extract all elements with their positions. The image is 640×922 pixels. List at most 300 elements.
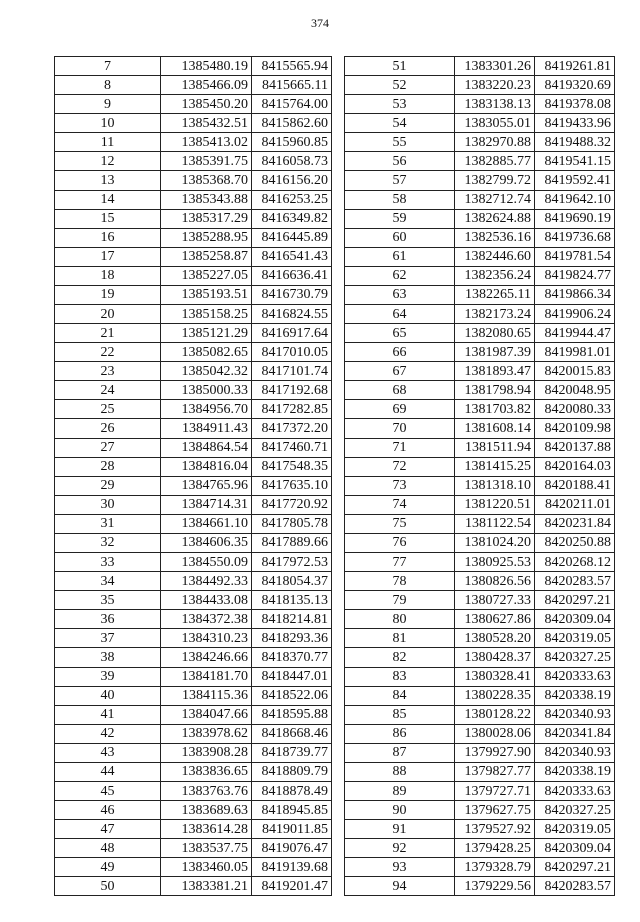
table-row	[55, 572, 332, 591]
table-row	[345, 572, 615, 591]
y-coordinate-cell: 8416730.79	[252, 285, 332, 304]
y-coordinate-cell: 8417635.10	[252, 476, 332, 495]
x-coordinate-cell: 1384606.35	[161, 533, 252, 552]
table-row	[345, 381, 615, 400]
y-coordinate-cell: 8418135.13	[252, 591, 332, 610]
table-row	[55, 343, 332, 362]
point-number-cell: 37	[55, 629, 161, 648]
table-row	[345, 190, 615, 209]
y-coordinate-cell: 8415565.94	[252, 57, 332, 76]
x-coordinate-cell: 1384115.36	[161, 686, 252, 705]
y-coordinate-cell: 8415764.00	[252, 95, 332, 114]
x-coordinate-cell: 1384047.66	[161, 705, 252, 724]
y-coordinate-cell: 8418878.49	[252, 781, 332, 800]
table-row	[345, 95, 615, 114]
point-number-cell: 73	[345, 476, 455, 495]
y-coordinate-cell: 8417972.53	[252, 553, 332, 572]
y-coordinate-cell: 8419320.69	[535, 76, 615, 95]
table-row	[55, 610, 332, 629]
y-coordinate-cell: 8419944.47	[535, 324, 615, 343]
x-coordinate-cell: 1381220.51	[455, 495, 535, 514]
table-row	[345, 667, 615, 686]
x-coordinate-cell: 1385158.25	[161, 305, 252, 324]
table-row	[55, 705, 332, 724]
y-coordinate-cell: 8416917.64	[252, 324, 332, 343]
x-coordinate-cell: 1385413.02	[161, 133, 252, 152]
x-coordinate-cell: 1385082.65	[161, 343, 252, 362]
y-coordinate-cell: 8419378.08	[535, 95, 615, 114]
x-coordinate-cell: 1384956.70	[161, 400, 252, 419]
x-coordinate-cell: 1382799.72	[455, 171, 535, 190]
table-row	[55, 743, 332, 762]
table-row	[55, 553, 332, 572]
table-row	[345, 610, 615, 629]
x-coordinate-cell: 1384550.09	[161, 553, 252, 572]
y-coordinate-cell: 8416156.20	[252, 171, 332, 190]
y-coordinate-cell: 8420048.95	[535, 381, 615, 400]
table-row	[345, 553, 615, 572]
point-number-cell: 50	[55, 877, 161, 896]
x-coordinate-cell: 1384372.38	[161, 610, 252, 629]
point-number-cell: 62	[345, 266, 455, 285]
point-number-cell: 28	[55, 457, 161, 476]
table-row	[345, 686, 615, 705]
y-coordinate-cell: 8418214.81	[252, 610, 332, 629]
y-coordinate-cell: 8419139.68	[252, 858, 332, 877]
table-row	[345, 324, 615, 343]
point-number-cell: 47	[55, 820, 161, 839]
y-coordinate-cell: 8417548.35	[252, 457, 332, 476]
point-number-cell: 30	[55, 495, 161, 514]
table-row	[55, 667, 332, 686]
table-row	[55, 95, 332, 114]
table-row	[345, 591, 615, 610]
point-number-cell: 46	[55, 801, 161, 820]
table-row	[55, 877, 332, 896]
point-number-cell: 59	[345, 209, 455, 228]
y-coordinate-cell: 8415665.11	[252, 76, 332, 95]
x-coordinate-cell: 1383381.21	[161, 877, 252, 896]
table-row	[55, 171, 332, 190]
y-coordinate-cell: 8420341.84	[535, 724, 615, 743]
point-number-cell: 65	[345, 324, 455, 343]
x-coordinate-cell: 1382536.16	[455, 228, 535, 247]
table-row	[55, 324, 332, 343]
point-number-cell: 70	[345, 419, 455, 438]
table-row	[345, 285, 615, 304]
y-coordinate-cell: 8417192.68	[252, 381, 332, 400]
y-coordinate-cell: 8416445.89	[252, 228, 332, 247]
table-row	[55, 114, 332, 133]
y-coordinate-cell: 8420080.33	[535, 400, 615, 419]
x-coordinate-cell: 1380128.22	[455, 705, 535, 724]
table-row	[345, 858, 615, 877]
point-number-cell: 18	[55, 266, 161, 285]
table-row	[55, 362, 332, 381]
x-coordinate-cell: 1381122.54	[455, 514, 535, 533]
point-number-cell: 26	[55, 419, 161, 438]
y-coordinate-cell: 8420333.63	[535, 781, 615, 800]
table-row	[55, 839, 332, 858]
table-row	[55, 228, 332, 247]
table-row	[55, 686, 332, 705]
x-coordinate-cell: 1379827.77	[455, 762, 535, 781]
y-coordinate-cell: 8420297.21	[535, 858, 615, 877]
point-number-cell: 63	[345, 285, 455, 304]
y-coordinate-cell: 8417460.71	[252, 438, 332, 457]
point-number-cell: 22	[55, 343, 161, 362]
y-coordinate-cell: 8418447.01	[252, 667, 332, 686]
y-coordinate-cell: 8420137.88	[535, 438, 615, 457]
x-coordinate-cell: 1381703.82	[455, 400, 535, 419]
y-coordinate-cell: 8418293.36	[252, 629, 332, 648]
y-coordinate-cell: 8417101.74	[252, 362, 332, 381]
point-number-cell: 39	[55, 667, 161, 686]
point-number-cell: 11	[55, 133, 161, 152]
point-number-cell: 7	[55, 57, 161, 76]
point-number-cell: 77	[345, 553, 455, 572]
x-coordinate-cell: 1385227.05	[161, 266, 252, 285]
point-number-cell: 48	[55, 839, 161, 858]
table-row	[345, 476, 615, 495]
y-coordinate-cell: 8419201.47	[252, 877, 332, 896]
table-row	[345, 877, 615, 896]
y-coordinate-cell: 8416824.55	[252, 305, 332, 324]
x-coordinate-cell: 1384246.66	[161, 648, 252, 667]
point-number-cell: 69	[345, 400, 455, 419]
table-row	[55, 495, 332, 514]
table-row	[55, 266, 332, 285]
table-row	[55, 400, 332, 419]
point-number-cell: 38	[55, 648, 161, 667]
table-row	[345, 629, 615, 648]
table-row	[345, 495, 615, 514]
table-row	[55, 133, 332, 152]
table-row	[345, 114, 615, 133]
table-row	[55, 419, 332, 438]
table-row	[55, 438, 332, 457]
point-number-cell: 45	[55, 781, 161, 800]
y-coordinate-cell: 8420250.88	[535, 533, 615, 552]
point-number-cell: 64	[345, 305, 455, 324]
y-coordinate-cell: 8417805.78	[252, 514, 332, 533]
y-coordinate-cell: 8420015.83	[535, 362, 615, 381]
table-row	[55, 533, 332, 552]
point-number-cell: 85	[345, 705, 455, 724]
point-number-cell: 31	[55, 514, 161, 533]
table-row	[55, 629, 332, 648]
point-number-cell: 19	[55, 285, 161, 304]
point-number-cell: 93	[345, 858, 455, 877]
x-coordinate-cell: 1381415.25	[455, 457, 535, 476]
x-coordinate-cell: 1384714.31	[161, 495, 252, 514]
x-coordinate-cell: 1380028.06	[455, 724, 535, 743]
y-coordinate-cell: 8419824.77	[535, 266, 615, 285]
point-number-cell: 89	[345, 781, 455, 800]
y-coordinate-cell: 8418668.46	[252, 724, 332, 743]
table-row	[55, 514, 332, 533]
y-coordinate-cell: 8418522.06	[252, 686, 332, 705]
y-coordinate-cell: 8420327.25	[535, 801, 615, 820]
y-coordinate-cell: 8416349.82	[252, 209, 332, 228]
table-row	[345, 247, 615, 266]
x-coordinate-cell: 1382624.88	[455, 209, 535, 228]
point-number-cell: 35	[55, 591, 161, 610]
x-coordinate-cell: 1385000.33	[161, 381, 252, 400]
x-coordinate-cell: 1385317.29	[161, 209, 252, 228]
table-row	[345, 400, 615, 419]
y-coordinate-cell: 8420309.04	[535, 839, 615, 858]
point-number-cell: 21	[55, 324, 161, 343]
point-number-cell: 90	[345, 801, 455, 820]
point-number-cell: 41	[55, 705, 161, 724]
point-number-cell: 14	[55, 190, 161, 209]
point-number-cell: 23	[55, 362, 161, 381]
x-coordinate-cell: 1385432.51	[161, 114, 252, 133]
table-row	[345, 76, 615, 95]
table-row	[55, 724, 332, 743]
y-coordinate-cell: 8420211.01	[535, 495, 615, 514]
point-number-cell: 34	[55, 572, 161, 591]
point-number-cell: 76	[345, 533, 455, 552]
point-number-cell: 57	[345, 171, 455, 190]
y-coordinate-cell: 8417889.66	[252, 533, 332, 552]
x-coordinate-cell: 1379527.92	[455, 820, 535, 839]
y-coordinate-cell: 8418809.79	[252, 762, 332, 781]
x-coordinate-cell: 1383220.23	[455, 76, 535, 95]
table-row	[345, 514, 615, 533]
x-coordinate-cell: 1383763.76	[161, 781, 252, 800]
y-coordinate-cell: 8418370.77	[252, 648, 332, 667]
y-coordinate-cell: 8419736.68	[535, 228, 615, 247]
table-row	[345, 266, 615, 285]
x-coordinate-cell: 1385450.20	[161, 95, 252, 114]
x-coordinate-cell: 1384864.54	[161, 438, 252, 457]
x-coordinate-cell: 1382446.60	[455, 247, 535, 266]
y-coordinate-cell: 8415862.60	[252, 114, 332, 133]
table-row	[345, 533, 615, 552]
x-coordinate-cell: 1381024.20	[455, 533, 535, 552]
x-coordinate-cell: 1382885.77	[455, 152, 535, 171]
table-row	[345, 343, 615, 362]
table-row	[55, 476, 332, 495]
x-coordinate-cell: 1381511.94	[455, 438, 535, 457]
x-coordinate-cell: 1380727.33	[455, 591, 535, 610]
table-row	[55, 381, 332, 400]
y-coordinate-cell: 8420297.21	[535, 591, 615, 610]
point-number-cell: 80	[345, 610, 455, 629]
x-coordinate-cell: 1385391.75	[161, 152, 252, 171]
table-row	[345, 438, 615, 457]
table-row	[345, 171, 615, 190]
table-row	[55, 190, 332, 209]
point-number-cell: 66	[345, 343, 455, 362]
x-coordinate-cell: 1384310.23	[161, 629, 252, 648]
y-coordinate-cell: 8419690.19	[535, 209, 615, 228]
table-row	[345, 419, 615, 438]
point-number-cell: 16	[55, 228, 161, 247]
x-coordinate-cell: 1379328.79	[455, 858, 535, 877]
y-coordinate-cell: 8420283.57	[535, 572, 615, 591]
x-coordinate-cell: 1379627.75	[455, 801, 535, 820]
x-coordinate-cell: 1385193.51	[161, 285, 252, 304]
point-number-cell: 20	[55, 305, 161, 324]
x-coordinate-cell: 1380328.41	[455, 667, 535, 686]
y-coordinate-cell: 8416541.43	[252, 247, 332, 266]
x-coordinate-cell: 1384765.96	[161, 476, 252, 495]
x-coordinate-cell: 1380528.20	[455, 629, 535, 648]
table-row	[345, 362, 615, 381]
y-coordinate-cell: 8417010.05	[252, 343, 332, 362]
y-coordinate-cell: 8419592.41	[535, 171, 615, 190]
x-coordinate-cell: 1383460.05	[161, 858, 252, 877]
y-coordinate-cell: 8419433.96	[535, 114, 615, 133]
x-coordinate-cell: 1383689.63	[161, 801, 252, 820]
y-coordinate-cell: 8420109.98	[535, 419, 615, 438]
table-row	[55, 781, 332, 800]
point-number-cell: 24	[55, 381, 161, 400]
x-coordinate-cell: 1383138.13	[455, 95, 535, 114]
x-coordinate-cell: 1383614.28	[161, 820, 252, 839]
y-coordinate-cell: 8416636.41	[252, 266, 332, 285]
point-number-cell: 36	[55, 610, 161, 629]
x-coordinate-cell: 1385121.29	[161, 324, 252, 343]
y-coordinate-cell: 8418054.37	[252, 572, 332, 591]
table-row	[55, 57, 332, 76]
table-row	[345, 781, 615, 800]
point-number-cell: 91	[345, 820, 455, 839]
x-coordinate-cell: 1381608.14	[455, 419, 535, 438]
point-number-cell: 78	[345, 572, 455, 591]
x-coordinate-cell: 1385258.87	[161, 247, 252, 266]
table-row	[345, 820, 615, 839]
y-coordinate-cell: 8420327.25	[535, 648, 615, 667]
table-row	[345, 152, 615, 171]
x-coordinate-cell: 1382173.24	[455, 305, 535, 324]
table-row	[345, 209, 615, 228]
x-coordinate-cell: 1384911.43	[161, 419, 252, 438]
x-coordinate-cell: 1384433.08	[161, 591, 252, 610]
y-coordinate-cell: 8419541.15	[535, 152, 615, 171]
point-number-cell: 27	[55, 438, 161, 457]
point-number-cell: 68	[345, 381, 455, 400]
table-row	[345, 305, 615, 324]
y-coordinate-cell: 8420283.57	[535, 877, 615, 896]
y-coordinate-cell: 8419488.32	[535, 133, 615, 152]
x-coordinate-cell: 1381893.47	[455, 362, 535, 381]
x-coordinate-cell: 1385480.19	[161, 57, 252, 76]
point-number-cell: 8	[55, 76, 161, 95]
x-coordinate-cell: 1385343.88	[161, 190, 252, 209]
x-coordinate-cell: 1381318.10	[455, 476, 535, 495]
y-coordinate-cell: 8416058.73	[252, 152, 332, 171]
x-coordinate-cell: 1385368.70	[161, 171, 252, 190]
point-number-cell: 55	[345, 133, 455, 152]
x-coordinate-cell: 1383055.01	[455, 114, 535, 133]
point-number-cell: 74	[345, 495, 455, 514]
x-coordinate-cell: 1381987.39	[455, 343, 535, 362]
point-number-cell: 79	[345, 591, 455, 610]
y-coordinate-cell: 8420340.93	[535, 743, 615, 762]
y-coordinate-cell: 8420188.41	[535, 476, 615, 495]
x-coordinate-cell: 1379229.56	[455, 877, 535, 896]
point-number-cell: 12	[55, 152, 161, 171]
point-number-cell: 52	[345, 76, 455, 95]
point-number-cell: 61	[345, 247, 455, 266]
table-row	[55, 247, 332, 266]
point-number-cell: 9	[55, 95, 161, 114]
point-number-cell: 94	[345, 877, 455, 896]
y-coordinate-cell: 8418739.77	[252, 743, 332, 762]
table-row	[55, 76, 332, 95]
table-row	[345, 57, 615, 76]
y-coordinate-cell: 8420164.03	[535, 457, 615, 476]
y-coordinate-cell: 8418945.85	[252, 801, 332, 820]
x-coordinate-cell: 1384661.10	[161, 514, 252, 533]
x-coordinate-cell: 1382356.24	[455, 266, 535, 285]
point-number-cell: 67	[345, 362, 455, 381]
y-coordinate-cell: 8420340.93	[535, 705, 615, 724]
point-number-cell: 75	[345, 514, 455, 533]
x-coordinate-cell: 1383908.28	[161, 743, 252, 762]
table-row	[55, 591, 332, 610]
y-coordinate-cell: 8419261.81	[535, 57, 615, 76]
x-coordinate-cell: 1382970.88	[455, 133, 535, 152]
table-row	[345, 839, 615, 858]
point-number-cell: 88	[345, 762, 455, 781]
y-coordinate-cell: 8420319.05	[535, 629, 615, 648]
point-number-cell: 33	[55, 553, 161, 572]
point-number-cell: 58	[345, 190, 455, 209]
table-row	[345, 762, 615, 781]
x-coordinate-cell: 1379727.71	[455, 781, 535, 800]
point-number-cell: 86	[345, 724, 455, 743]
x-coordinate-cell: 1383978.62	[161, 724, 252, 743]
x-coordinate-cell: 1385466.09	[161, 76, 252, 95]
point-number-cell: 82	[345, 648, 455, 667]
table-row	[345, 228, 615, 247]
point-number-cell: 87	[345, 743, 455, 762]
coordinates-table-right	[344, 56, 615, 896]
y-coordinate-cell: 8417720.92	[252, 495, 332, 514]
x-coordinate-cell: 1384181.70	[161, 667, 252, 686]
table-row	[55, 305, 332, 324]
y-coordinate-cell: 8420333.63	[535, 667, 615, 686]
y-coordinate-cell: 8417282.85	[252, 400, 332, 419]
x-coordinate-cell: 1380428.37	[455, 648, 535, 667]
x-coordinate-cell: 1385042.32	[161, 362, 252, 381]
x-coordinate-cell: 1380826.56	[455, 572, 535, 591]
x-coordinate-cell: 1384816.04	[161, 457, 252, 476]
coordinates-table-left	[54, 56, 332, 896]
x-coordinate-cell: 1383836.65	[161, 762, 252, 781]
y-coordinate-cell: 8420309.04	[535, 610, 615, 629]
table-row	[345, 743, 615, 762]
point-number-cell: 13	[55, 171, 161, 190]
point-number-cell: 25	[55, 400, 161, 419]
x-coordinate-cell: 1382265.11	[455, 285, 535, 304]
point-number-cell: 81	[345, 629, 455, 648]
x-coordinate-cell: 1383537.75	[161, 839, 252, 858]
table-row	[55, 648, 332, 667]
point-number-cell: 92	[345, 839, 455, 858]
x-coordinate-cell: 1380925.53	[455, 553, 535, 572]
table-row	[345, 801, 615, 820]
table-row	[345, 457, 615, 476]
point-number-cell: 54	[345, 114, 455, 133]
x-coordinate-cell: 1383301.26	[455, 57, 535, 76]
table-row	[55, 820, 332, 839]
